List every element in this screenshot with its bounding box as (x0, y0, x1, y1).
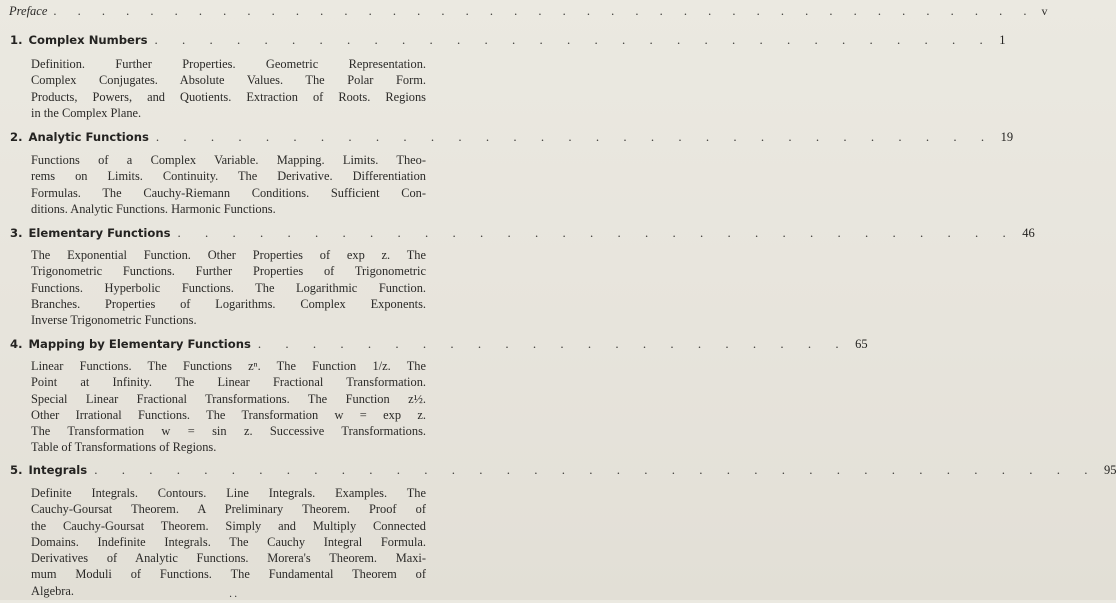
chapter-number: 4. (10, 337, 23, 351)
summary-line: Trigonometric Functions. Further Properties of Trigonometric (31, 264, 426, 279)
summary-line: Definite Integrals. Contours. Line Integrals. Examples. The (31, 486, 426, 500)
summary-line: rems on Limits. Continuity. The Derivative. Differentiation (31, 169, 426, 184)
leader-dots: . . . . . . . . . . . . . . . . . . . . . . . . . . . . . . . (155, 129, 995, 144)
toc-entry-preface (9, 4, 1048, 22)
summary-line: Domains. Indefinite Integrals. The Cauchy Integral Formula. (31, 534, 426, 549)
chapter-title: Analytic Functions (28, 130, 149, 144)
chapter-summary (31, 247, 426, 328)
preface-page-number: v (1041, 4, 1048, 18)
chapter-number: 3. (10, 226, 23, 240)
chapter-page-number: 46 (1022, 226, 1035, 240)
summary-line: The Transformation w = sin z. Successive Transformations. (31, 424, 426, 439)
chapter-heading (10, 336, 868, 354)
chapter-summary (31, 485, 426, 599)
leader-dots: . . . . . . . . . . . . . . . . . . . . . . . . . . . . . . . . . . . . . . . . . (53, 4, 1036, 18)
preface-label: Preface (9, 4, 48, 18)
summary-line: Algebra. (31, 583, 75, 598)
summary-line: Derivatives of Analytic Functions. Morera's Theorem. Maxi- (31, 551, 426, 566)
summary-line: the Cauchy-Goursat Theorem. Simply and Multiply Connected (31, 518, 426, 533)
leader-dots: . . . . . . . . . . . . . . . . . . . . . . . . . . . . . . . (154, 32, 994, 47)
summary-line: Formulas. The Cauchy-Riemann Conditions. Sufficient Con- (31, 185, 426, 200)
page-edge-mark: ·· (229, 592, 240, 603)
summary-line: Linear Functions. The Functions zⁿ. The Function 1/z. The (31, 359, 426, 373)
summary-line: Functions of a Complex Variable. Mapping. Limits. Theo- (31, 153, 426, 167)
chapter-title: Integrals (28, 463, 88, 477)
summary-line: Other Irrational Functions. The Transformation w = exp z. (31, 407, 426, 422)
chapter-number: 2. (10, 130, 23, 144)
summary-line: Inverse Trigonometric Functions. (31, 313, 197, 328)
chapter-summary (31, 358, 426, 456)
chapter-page-number: 65 (855, 337, 868, 351)
summary-line: mum Moduli of Functions. The Fundamental Theorem of (31, 567, 426, 582)
summary-line: Cauchy-Goursat Theorem. A Preliminary Theorem. Proof of (31, 502, 426, 517)
chapter-page-number: 1 (999, 33, 1006, 47)
summary-line: The Exponential Function. Other Properties of exp z. The (31, 248, 426, 262)
chapter-title: Complex Numbers (28, 33, 148, 47)
summary-line: Definition. Further Properties. Geometric Representation. (31, 57, 426, 71)
chapter-title: Mapping by Elementary Functions (28, 337, 251, 351)
chapter-number: 5. (10, 463, 23, 477)
leader-dots: . . . . . . . . . . . . . . . . . . . . . . . . . . . . . . . . . . . . . (94, 462, 1098, 477)
chapter-number: 1. (10, 33, 23, 47)
chapter-heading (10, 129, 1014, 147)
summary-line: Branches. Properties of Logarithms. Complex Exponents. (31, 296, 426, 311)
summary-line: Table of Transformations of Regions. (31, 440, 217, 455)
leader-dots: . . . . . . . . . . . . . . . . . . . . . . . . . . . . . . . (177, 225, 1017, 240)
summary-line: in the Complex Plane. (31, 105, 142, 120)
summary-line: Products, Powers, and Quotients. Extraction of Roots. Regions (31, 89, 426, 104)
chapter-heading (10, 225, 1035, 243)
chapter-heading (10, 462, 1116, 480)
summary-line: Special Linear Fractional Transformations. The Function z½. (31, 391, 426, 406)
chapter-heading (10, 32, 1006, 50)
leader-dots: . . . . . . . . . . . . . . . . . . . . . . (257, 336, 850, 351)
summary-line: Complex Conjugates. Absolute Values. The Polar Form. (31, 73, 426, 88)
chapter-summary (31, 56, 426, 121)
chapter-page-number: 19 (1000, 130, 1014, 144)
summary-line: Point at Infinity. The Linear Fractional Transformation. (31, 375, 426, 390)
chapter-title: Elementary Functions (28, 226, 171, 240)
summary-line: Functions. Hyperbolic Functions. The Logarithmic Function. (31, 280, 426, 295)
summary-line: ditions. Analytic Functions. Harmonic Functions. (31, 201, 276, 216)
chapter-summary (31, 152, 426, 217)
chapter-page-number: 95 (1103, 463, 1116, 477)
